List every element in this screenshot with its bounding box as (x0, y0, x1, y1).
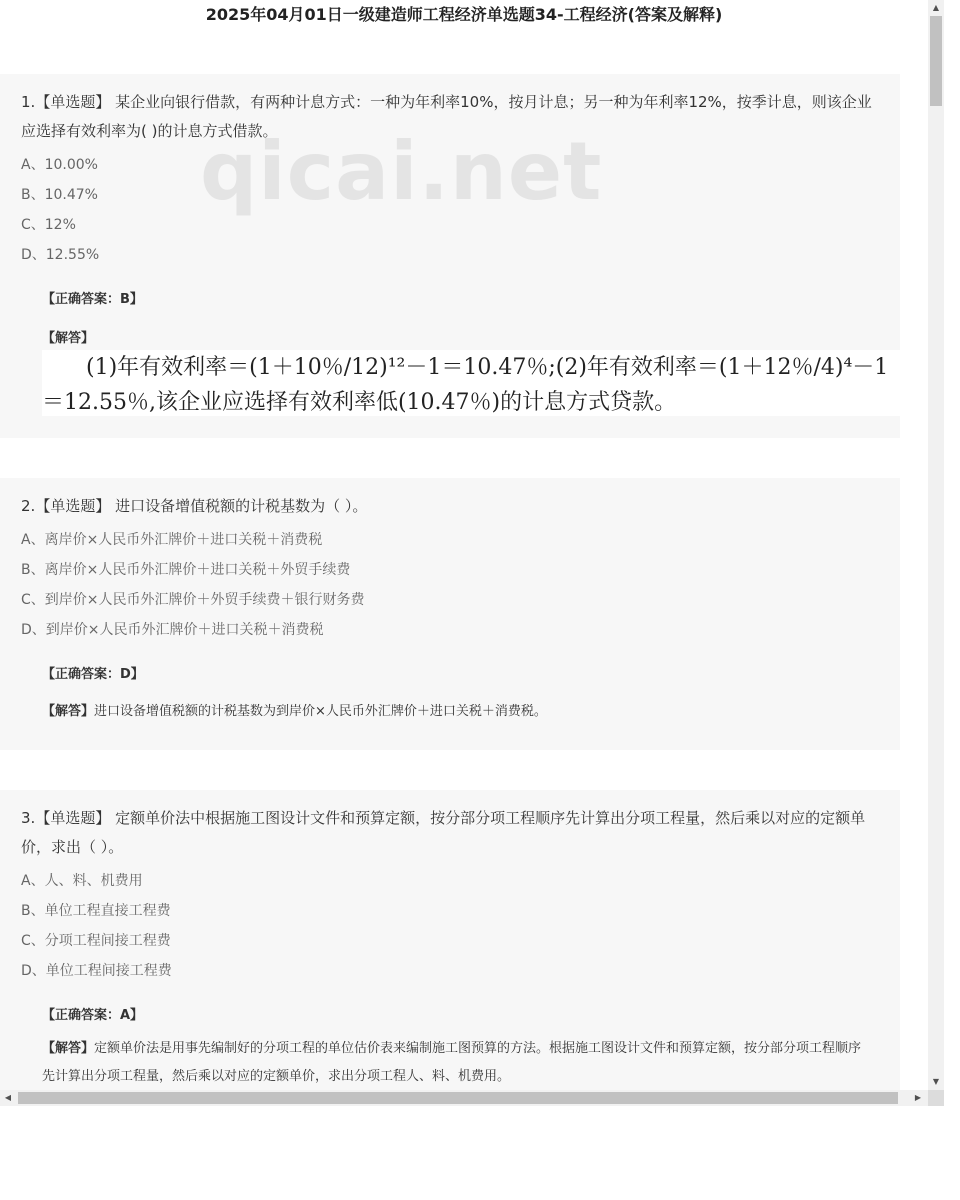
vertical-scroll-thumb[interactable] (930, 16, 942, 106)
explanation-label: 【解答】 (42, 1041, 95, 1056)
question-number: 1. (21, 93, 36, 111)
page-title: 2025年04月01日一级建造师工程经济单选题34-工程经济(答案及解释) (205, 5, 723, 24)
question-stem: 定额单价法中根据施工图设计文件和预算定额，按分部分项工程顺序先计算出分项工程量，然后乘以对应的定额单价，求出（ ）。 (21, 809, 866, 856)
question-type-tag: 【单选题】 (35, 497, 111, 515)
option-b[interactable]: B、离岸价×人民币外汇牌价＋进口关税＋外贸手续费 (21, 562, 351, 578)
option-c[interactable]: C、12% (21, 217, 76, 233)
correct-answer: 【正确答案：A】 (42, 1008, 144, 1023)
scroll-down-arrow-icon[interactable]: ▼ (932, 1077, 940, 1086)
option-c[interactable]: C、到岸价×人民币外汇牌价＋外贸手续费＋银行财务费 (21, 592, 365, 608)
formula-image (42, 350, 928, 416)
question-text (0, 790, 900, 862)
question-text (0, 74, 900, 146)
option-d[interactable]: D、12.55% (21, 247, 100, 263)
question-type-tag: 【单选题】 (35, 93, 111, 111)
question-stem: 某企业向银行借款，有两种计息方式：一种为年利率10%，按月计息；另一种为年利率12%，按季计息，则该企业应选择有效利率为( )的计息方式借款。 (21, 93, 872, 140)
question-number: 3. (21, 809, 36, 827)
question-stem: 进口设备增值税额的计税基数为（ ）。 (115, 497, 368, 515)
option-c[interactable]: C、分项工程间接工程费 (21, 933, 171, 949)
explanation-label: 【解答】 (42, 331, 95, 346)
explanation (0, 698, 900, 726)
horizontal-scroll-thumb[interactable] (18, 1092, 898, 1104)
vertical-scrollbar[interactable] (928, 0, 944, 1090)
explanation-text: 定额单价法是用事先编制好的分项工程的单位估价表来编制施工图预算的方法。根据施工图设计文件和预算定额，按分部分项工程顺序先计算出分项工程量，然后乘以对应的定额单价，求出分项工程人、料、机费用。 (42, 1041, 862, 1084)
question-card-3 (0, 790, 900, 1090)
option-b[interactable]: B、10.47% (21, 187, 98, 203)
scroll-up-arrow-icon[interactable]: ▲ (932, 3, 940, 12)
option-d[interactable]: D、到岸价×人民币外汇牌价＋进口关税＋消费税 (21, 622, 324, 638)
question-type-tag: 【单选题】 (35, 809, 111, 827)
option-a[interactable]: A、人、料、机费用 (21, 873, 143, 889)
correct-answer: 【正确答案：D】 (42, 667, 144, 682)
option-b[interactable]: B、单位工程直接工程费 (21, 903, 171, 919)
option-a[interactable]: A、离岸价×人民币外汇牌价＋进口关税＋消费税 (21, 532, 323, 548)
horizontal-scrollbar[interactable] (0, 1090, 928, 1106)
question-number: 2. (21, 497, 36, 515)
question-card-1 (0, 74, 900, 438)
scrollbar-corner (928, 1090, 944, 1106)
formula-line: ＝12.55％,该企业应选择有效利率低(10.47％)的计息方式贷款。 (42, 390, 677, 415)
watermark-logo: qicai.net (200, 125, 603, 218)
explanation-text: 进口设备增值税额的计税基数为到岸价×人民币外汇牌价＋进口关税＋消费税。 (94, 704, 547, 719)
scroll-left-arrow-icon[interactable]: ◀ (4, 1093, 12, 1102)
option-a[interactable]: A、10.00% (21, 157, 98, 173)
scroll-right-arrow-icon[interactable]: ▶ (914, 1093, 922, 1102)
question-text (0, 478, 900, 521)
explanation-label: 【解答】 (42, 704, 95, 719)
option-d[interactable]: D、单位工程间接工程费 (21, 963, 172, 979)
formula-line: (1)年有效利率＝(1＋10％/12)¹²－1＝10.47％;(2)年有效利率＝(1＋12％/4)⁴－1 (42, 355, 889, 380)
question-card-2 (0, 478, 900, 750)
correct-answer: 【正确答案：B】 (42, 292, 143, 307)
explanation (0, 1035, 900, 1090)
